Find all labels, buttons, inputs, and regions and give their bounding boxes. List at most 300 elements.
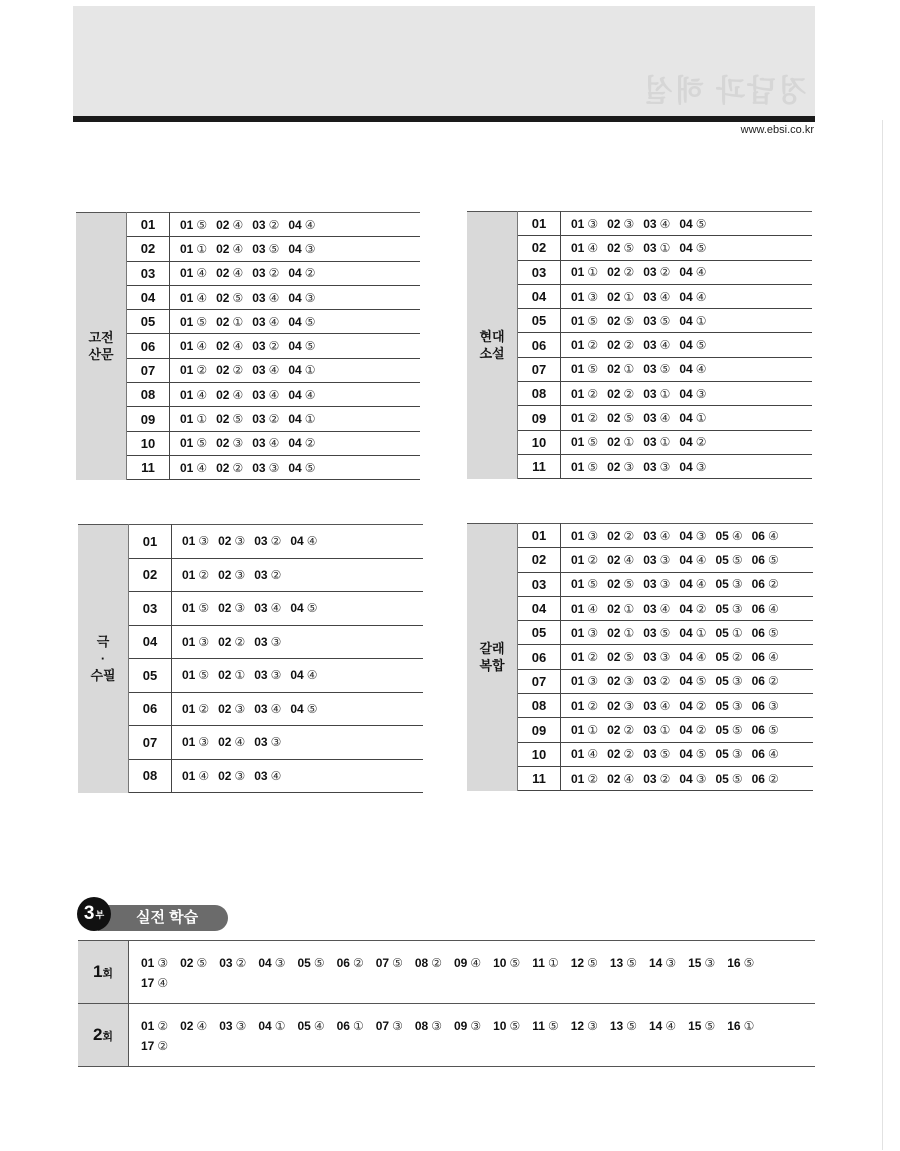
answer-item: 06 ②	[751, 577, 779, 592]
passage-number: 08	[127, 383, 170, 407]
practice-answer-table	[78, 940, 815, 1067]
passage-number: 04	[127, 285, 170, 309]
answer-item: 03 ①	[643, 386, 671, 401]
answer-item: 02 ②	[607, 528, 635, 543]
answer-list	[170, 213, 421, 237]
answer-item: 03 ③	[254, 668, 282, 683]
answer-item: 08 ③	[414, 1019, 442, 1033]
answer-item: 01 ⑤	[571, 459, 599, 474]
answer-list	[170, 261, 421, 285]
table-row	[76, 431, 420, 455]
answer-item: 04 ④	[679, 577, 707, 592]
passage-number: 01	[518, 524, 561, 548]
passage-number: 07	[129, 726, 172, 760]
answer-item: 16 ①	[727, 1019, 755, 1033]
passage-number: 04	[129, 625, 172, 659]
answer-list	[561, 284, 813, 308]
answer-item: 01 ④	[571, 747, 599, 762]
answer-item: 02 ⑤	[180, 956, 208, 970]
answer-list	[170, 407, 421, 431]
answer-item: 01 ①	[571, 265, 599, 280]
answer-item: 05 ③	[715, 674, 743, 689]
table-row	[78, 625, 423, 659]
answer-list	[561, 236, 813, 260]
answer-item: 01 ⑤	[180, 217, 208, 232]
answer-item: 05 ③	[715, 747, 743, 762]
answer-item: 04 ②	[288, 436, 316, 451]
passage-number: 06	[127, 334, 170, 358]
answer-list	[170, 431, 421, 455]
answer-list	[561, 669, 814, 693]
table-row	[467, 430, 812, 454]
passage-number: 06	[518, 645, 561, 669]
answer-list	[172, 692, 424, 726]
answer-item: 02 ③	[218, 567, 246, 582]
answer-item: 01 ④	[180, 387, 208, 402]
answer-list	[561, 430, 813, 454]
answer-item: 12 ⑤	[570, 956, 598, 970]
answer-list	[172, 558, 424, 592]
answer-item: 03 ④	[643, 528, 671, 543]
answer-item: 01 ②	[571, 698, 599, 713]
table-row	[76, 285, 420, 309]
answer-item: 03 ②	[643, 771, 671, 786]
answer-item: 02 ⑤	[216, 290, 244, 305]
answer-item: 02 ③	[607, 216, 635, 231]
answer-item: 04 ④	[290, 534, 318, 549]
answer-item: 06 ⑤	[751, 552, 779, 567]
answer-item: 04 ④	[679, 650, 707, 665]
passage-number: 06	[129, 692, 172, 726]
round-label: 2회	[78, 1004, 129, 1067]
answer-item: 05 ①	[715, 625, 743, 640]
passage-number: 04	[518, 284, 561, 308]
answer-item: 04 ③	[679, 528, 707, 543]
answer-item: 06 ⑤	[751, 625, 779, 640]
answer-item: 05 ⑤	[297, 956, 325, 970]
answer-item: 03 ③	[252, 460, 280, 475]
section-badge	[77, 897, 111, 931]
answer-item: 17 ④	[141, 976, 169, 990]
answer-item: 04 ④	[288, 217, 316, 232]
category-label: 현대 소설	[467, 212, 518, 479]
answer-item: 04 ⑤	[288, 339, 316, 354]
answer-item: 04 ⑤	[679, 216, 707, 231]
answer-item: 04 ⑤	[679, 338, 707, 353]
answer-list	[561, 742, 814, 766]
answer-item: 02 ③	[607, 674, 635, 689]
answer-item: 01 ④	[180, 266, 208, 281]
answer-item: 08 ②	[414, 956, 442, 970]
answer-item: 15 ③	[688, 956, 716, 970]
answer-item: 02 ①	[607, 601, 635, 616]
answer-list	[561, 260, 813, 284]
answer-item: 01 ①	[180, 241, 208, 256]
page-title: 정답과 해설	[641, 75, 807, 108]
answer-item: 03 ②	[252, 412, 280, 427]
table-row	[467, 596, 813, 620]
table-row	[76, 455, 420, 479]
answer-item: 03 ④	[252, 436, 280, 451]
answer-list	[561, 212, 813, 236]
answer-item: 13 ⑤	[609, 1019, 637, 1033]
answer-item: 03 ②	[643, 674, 671, 689]
answer-item: 03 ⑤	[643, 625, 671, 640]
answer-item: 01 ①	[571, 723, 599, 738]
answer-item: 04 ③	[679, 386, 707, 401]
answer-item: 13 ⑤	[609, 956, 637, 970]
answer-list	[172, 625, 424, 659]
answer-item: 02 ③	[218, 701, 246, 716]
answer-item: 02 ③	[218, 534, 246, 549]
answer-item: 05 ③	[715, 601, 743, 616]
answer-item: 01 ⑤	[571, 577, 599, 592]
passage-number: 09	[518, 406, 561, 430]
table-row	[76, 334, 420, 358]
table-row	[467, 766, 813, 790]
answer-list	[170, 237, 421, 261]
answer-table-modern-fiction	[467, 211, 812, 479]
answer-item: 01 ④	[180, 339, 208, 354]
answer-item: 01 ⑤	[571, 313, 599, 328]
answer-item: 17 ②	[141, 1039, 169, 1053]
answer-item: 01 ③	[571, 216, 599, 231]
table-row	[78, 659, 423, 693]
answer-list	[561, 454, 813, 478]
passage-number: 07	[518, 669, 561, 693]
category-label: 고전 산문	[76, 213, 127, 480]
table-row	[467, 548, 813, 572]
answer-item: 05 ⑤	[715, 552, 743, 567]
passage-number: 02	[129, 558, 172, 592]
answer-item: 04 ⑤	[290, 601, 318, 616]
answer-item: 02 ①	[218, 668, 246, 683]
answer-list	[561, 596, 814, 620]
answer-item: 03 ②	[252, 266, 280, 281]
answer-item: 04 ④	[288, 387, 316, 402]
table-row	[76, 261, 420, 285]
passage-number: 08	[518, 694, 561, 718]
answer-item: 03 ③	[254, 735, 282, 750]
answer-item: 06 ③	[751, 698, 779, 713]
passage-number: 03	[518, 572, 561, 596]
answer-item: 01 ④	[571, 240, 599, 255]
answer-item: 03 ⑤	[643, 313, 671, 328]
answer-item: 10 ⑤	[493, 956, 521, 970]
answer-list	[172, 659, 424, 693]
answer-item: 02 ④	[607, 552, 635, 567]
answer-table-classic-prose	[76, 212, 420, 480]
answer-item: 01 ④	[180, 460, 208, 475]
answer-list	[561, 572, 814, 596]
table-row	[467, 357, 812, 381]
category-label: 갈래 복합	[467, 524, 518, 791]
table-row	[76, 310, 420, 334]
answer-item: 05 ④	[715, 528, 743, 543]
answer-item: 02 ③	[218, 768, 246, 783]
passage-number: 01	[518, 212, 561, 236]
answer-item: 04 ⑤	[679, 240, 707, 255]
answer-item: 01 ②	[571, 411, 599, 426]
answer-item: 01 ②	[571, 650, 599, 665]
answer-item: 11 ⑤	[532, 1019, 559, 1033]
round-answers	[129, 941, 816, 1004]
answer-item: 01 ②	[571, 386, 599, 401]
answer-item: 01 ③	[571, 528, 599, 543]
answer-item: 01 ③	[571, 625, 599, 640]
answer-item: 04 ②	[679, 601, 707, 616]
answer-item: 01 ①	[180, 412, 208, 427]
answer-item: 12 ③	[570, 1019, 598, 1033]
answer-item: 04 ③	[258, 956, 286, 970]
table-row	[467, 284, 812, 308]
answer-item: 03 ②	[252, 217, 280, 232]
answer-list	[561, 621, 814, 645]
table-row	[76, 407, 420, 431]
answer-item: 01 ②	[571, 338, 599, 353]
answer-item: 01 ②	[182, 701, 210, 716]
round-row	[78, 1004, 815, 1067]
answer-item: 01 ②	[571, 771, 599, 786]
answer-item: 03 ②	[643, 265, 671, 280]
answer-item: 02 ①	[607, 289, 635, 304]
section-suffix: 부	[95, 909, 105, 920]
answer-item: 04 ③	[679, 459, 707, 474]
passage-number: 07	[518, 357, 561, 381]
answer-item: 01 ③	[182, 735, 210, 750]
round-label: 1회	[78, 941, 129, 1004]
answer-item: 02 ⑤	[216, 412, 244, 427]
table-row	[467, 645, 813, 669]
answer-item: 03 ④	[254, 601, 282, 616]
answer-item: 01 ③	[182, 534, 210, 549]
answer-item: 04 ④	[679, 265, 707, 280]
passage-number: 09	[127, 407, 170, 431]
answer-item: 01 ⑤	[182, 668, 210, 683]
answer-item: 06 ④	[751, 747, 779, 762]
answer-item: 01 ③	[141, 956, 169, 970]
answer-item: 01 ⑤	[571, 362, 599, 377]
answer-item: 03 ④	[643, 338, 671, 353]
answer-item: 03 ③	[219, 1019, 247, 1033]
answer-item: 02 ②	[607, 747, 635, 762]
section-title: 실전 학습	[98, 905, 228, 931]
answer-item: 06 ②	[336, 956, 364, 970]
answer-item: 04 ④	[679, 362, 707, 377]
page-edge-line	[882, 120, 883, 1150]
table-row	[467, 212, 812, 236]
answer-list	[172, 726, 424, 760]
passage-number: 08	[518, 382, 561, 406]
table-row	[76, 237, 420, 261]
passage-number: 03	[518, 260, 561, 284]
answer-item: 02 ②	[218, 634, 246, 649]
table-row	[76, 213, 420, 237]
answer-list	[172, 525, 424, 559]
table-row	[78, 525, 423, 559]
answer-list	[561, 548, 814, 572]
answer-item: 04 ②	[679, 435, 707, 450]
passage-number: 05	[518, 621, 561, 645]
answer-item: 10 ⑤	[493, 1019, 521, 1033]
answer-item: 03 ④	[643, 601, 671, 616]
answer-item: 05 ⑤	[715, 771, 743, 786]
passage-number: 03	[127, 261, 170, 285]
answer-item: 03 ④	[252, 387, 280, 402]
answer-item: 06 ⑤	[751, 723, 779, 738]
answer-item: 02 ②	[607, 386, 635, 401]
answer-item: 05 ③	[715, 577, 743, 592]
answer-item: 05 ④	[297, 1019, 325, 1033]
answer-item: 01 ④	[182, 768, 210, 783]
answer-item: 01 ④	[571, 601, 599, 616]
answer-item: 04 ③	[288, 290, 316, 305]
answer-item: 03 ④	[252, 314, 280, 329]
answer-item: 03 ③	[643, 459, 671, 474]
answer-item: 03 ②	[254, 567, 282, 582]
answer-item: 04 ④	[679, 552, 707, 567]
answer-list	[561, 309, 813, 333]
answer-item: 03 ①	[643, 240, 671, 255]
answer-item: 09 ③	[454, 1019, 482, 1033]
table-row	[76, 383, 420, 407]
answer-item: 04 ④	[679, 289, 707, 304]
answer-list	[561, 524, 814, 548]
answer-list	[561, 718, 814, 742]
answer-item: 04 ⑤	[679, 674, 707, 689]
table-row	[467, 718, 813, 742]
section-number: 3	[83, 903, 95, 924]
table-row	[78, 759, 423, 793]
header-divider	[73, 116, 815, 122]
answer-item: 04 ⑤	[288, 460, 316, 475]
answer-item: 03 ③	[643, 650, 671, 665]
answer-item: 04 ⑤	[679, 747, 707, 762]
answer-item: 02 ④	[180, 1019, 208, 1033]
passage-number: 07	[127, 358, 170, 382]
passage-number: 01	[129, 525, 172, 559]
table-row	[467, 572, 813, 596]
answer-item: 02 ②	[607, 723, 635, 738]
answer-item: 02 ①	[607, 435, 635, 450]
answer-item: 02 ⑤	[607, 240, 635, 255]
answer-item: 02 ④	[216, 339, 244, 354]
answer-item: 02 ⑤	[607, 650, 635, 665]
answer-item: 03 ⑤	[643, 747, 671, 762]
answer-item: 04 ③	[288, 241, 316, 256]
answer-item: 03 ④	[252, 363, 280, 378]
answer-item: 04 ④	[290, 668, 318, 683]
passage-number: 05	[127, 310, 170, 334]
answer-item: 02 ④	[216, 217, 244, 232]
answer-item: 02 ④	[216, 241, 244, 256]
answer-item: 02 ③	[607, 698, 635, 713]
answer-item: 05 ③	[715, 698, 743, 713]
round-row	[78, 941, 815, 1004]
table-row	[467, 454, 812, 478]
passage-number: 02	[518, 236, 561, 260]
answer-item: 04 ①	[679, 625, 707, 640]
answer-item: 16 ⑤	[727, 956, 755, 970]
answer-item: 01 ⑤	[571, 435, 599, 450]
answer-item: 03 ④	[643, 216, 671, 231]
answer-item: 04 ①	[679, 411, 707, 426]
table-row	[467, 236, 812, 260]
answer-list	[561, 333, 813, 357]
answer-list	[170, 358, 421, 382]
answer-item: 02 ③	[607, 459, 635, 474]
answer-item: 04 ②	[679, 698, 707, 713]
answer-item: 05 ⑤	[715, 723, 743, 738]
table-row	[78, 592, 423, 626]
table-row	[467, 621, 813, 645]
answer-item: 04 ①	[679, 313, 707, 328]
answer-list	[561, 382, 813, 406]
answer-item: 01 ②	[571, 552, 599, 567]
answer-item: 02 ⑤	[607, 577, 635, 592]
table-row	[467, 742, 813, 766]
passage-number: 04	[518, 596, 561, 620]
table-row	[467, 382, 812, 406]
answer-list	[170, 455, 421, 479]
answer-item: 09 ④	[454, 956, 482, 970]
answer-item: 06 ④	[751, 650, 779, 665]
answer-item: 03 ①	[643, 723, 671, 738]
answer-item: 14 ③	[648, 956, 677, 970]
answer-item: 14 ④	[648, 1019, 677, 1033]
answer-table-genre-complex	[467, 523, 813, 791]
answer-item: 02 ②	[216, 363, 244, 378]
answer-item: 01 ③	[571, 289, 599, 304]
site-url: www.ebsi.co.kr	[740, 124, 814, 136]
passage-number: 10	[127, 431, 170, 455]
answer-item: 04 ⑤	[290, 701, 318, 716]
passage-number: 10	[518, 430, 561, 454]
passage-number: 05	[129, 659, 172, 693]
answer-list	[170, 285, 421, 309]
answer-item: 01 ⑤	[182, 601, 210, 616]
answer-item: 03 ②	[219, 956, 247, 970]
passage-number: 10	[518, 742, 561, 766]
answer-list	[561, 694, 814, 718]
table-row	[78, 726, 423, 760]
passage-number: 09	[518, 718, 561, 742]
answer-list	[172, 592, 424, 626]
answer-list	[170, 334, 421, 358]
answer-item: 03 ③	[254, 634, 282, 649]
answer-item: 15 ⑤	[688, 1019, 716, 1033]
passage-number: 02	[518, 548, 561, 572]
answer-item: 02 ①	[216, 314, 244, 329]
answer-item: 02 ④	[216, 266, 244, 281]
answer-item: 03 ④	[643, 289, 671, 304]
passage-number: 02	[127, 237, 170, 261]
answer-item: 07 ③	[375, 1019, 403, 1033]
answer-list	[561, 357, 813, 381]
answer-item: 06 ②	[751, 771, 779, 786]
passage-number: 11	[518, 766, 561, 790]
answer-item: 01 ②	[141, 1019, 169, 1033]
answer-item: 02 ④	[607, 771, 635, 786]
table-row	[467, 524, 813, 548]
answer-item: 02 ②	[607, 265, 635, 280]
answer-item: 01 ②	[182, 567, 210, 582]
answer-item: 02 ②	[607, 338, 635, 353]
answer-item: 02 ③	[216, 436, 244, 451]
answer-item: 02 ⑤	[607, 313, 635, 328]
round-answers	[129, 1004, 816, 1067]
answer-list	[561, 406, 813, 430]
